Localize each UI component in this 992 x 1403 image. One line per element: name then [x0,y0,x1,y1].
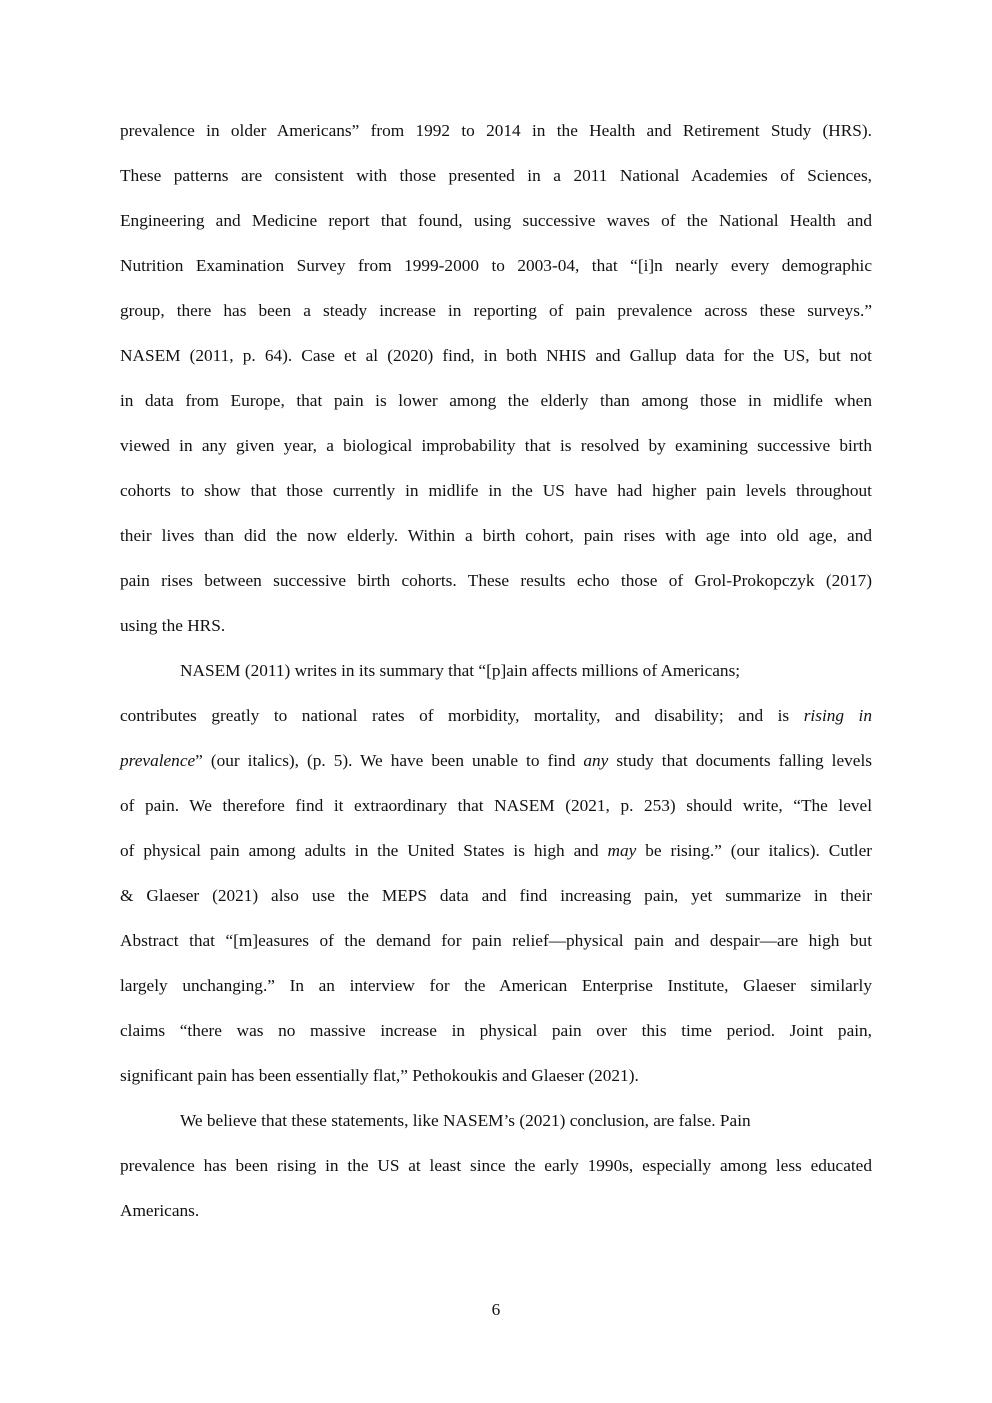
text-segment: claims “there was no massive increase in physical pain over this time period. Joint pain, [120,1021,872,1040]
text-segment: of pain. We therefore find it extraordinary that NASEM (2021, p. 253) should write, “The level [120,796,872,815]
text-segment: group, there has been a steady increase in reporting of pain prevalence across these surveys.” [120,301,872,320]
text-segment: contributes greatly to national rates of morbidity, mortality, and disability; and is [120,706,804,725]
text-segment: Abstract that “[m]easures of the demand for pain relief—physical pain and despair—are high but [120,931,872,950]
text-line [120,963,872,1008]
text-segment: significant pain has been essentially flat,” Pethokoukis and Glaeser (2021). [120,1066,639,1085]
text-segment: using the HRS. [120,616,226,635]
italic-segment: rising in [803,706,872,725]
text-segment: cohorts to show that those currently in midlife in the US have had higher pain levels throughout [120,481,872,500]
text-line [120,783,872,828]
text-line [120,513,872,558]
text-segment: Nutrition Examination Survey from 1999-2000 to 2003-04, that “[i]n nearly every demographic [120,256,872,275]
italic-segment: may [607,841,637,860]
page-number: 6 [491,1300,501,1319]
text-segment: NASEM (2011, p. 64). Case et al (2020) find, in both NHIS and Gallup data for the US, but not [120,346,872,365]
text-line [120,828,872,873]
paragraph [120,648,872,1098]
italic-segment: prevalence [120,751,196,770]
text-line [120,603,872,648]
text-segment: pain rises between successive birth cohorts. These results echo those of Grol-Prokopczyk (2017) [120,571,872,590]
text-line [120,468,872,513]
text-line [120,558,872,603]
text-segment: prevalence in older Americans” from 1992 to 2014 in the Health and Retirement Study (HRS). [120,121,872,140]
text-line [120,918,872,963]
text-line [120,873,872,918]
text-segment: of physical pain among adults in the United States is high and [120,841,608,860]
paragraph [120,108,872,648]
text-line [120,378,872,423]
text-line [120,1143,872,1188]
text-segment: viewed in any given year, a biological improbability that is resolved by examining successive birth [120,436,872,455]
text-line [120,108,872,153]
text-segment: We believe that these statements, like NASEM’s (2021) conclusion, are false. Pain [180,1111,751,1130]
text-segment: Americans. [120,1201,200,1220]
text-line [120,423,872,468]
text-line [120,648,872,693]
text-line [120,738,872,783]
text-line [120,153,872,198]
text-segment: Engineering and Medicine report that found, using successive waves of the National Health and [120,211,872,230]
text-segment: & Glaeser (2021) also use the MEPS data and find increasing pain, yet summarize in their [120,886,872,905]
text-segment: ” (our italics), (p. 5). We have been unable to find [195,751,584,770]
text-line [120,1008,872,1053]
italic-segment: any [583,751,609,770]
text-segment: These patterns are consistent with those presented in a 2011 National Academies of Sciences, [120,166,872,185]
text-line [120,198,872,243]
text-segment: NASEM (2011) writes in its summary that “[p]ain affects millions of Americans; [180,661,741,680]
document-body [120,108,872,1233]
text-line [120,1098,872,1143]
text-line [120,1188,872,1233]
text-segment: prevalence has been rising in the US at least since the early 1990s, especially among less educated [120,1156,872,1175]
text-segment: study that documents falling levels [608,751,872,770]
text-segment: largely unchanging.” In an interview for the American Enterprise Institute, Glaeser similarly [120,976,872,995]
text-line [120,693,872,738]
text-segment: be rising.” (our italics). Cutler [636,841,872,860]
text-line [120,243,872,288]
text-line [120,288,872,333]
text-line [120,333,872,378]
text-segment: in data from Europe, that pain is lower among the elderly than among those in midlife when [120,391,872,410]
text-line [120,1053,872,1098]
text-segment: their lives than did the now elderly. Within a birth cohort, pain rises with age into old age, and [120,526,872,545]
paragraph [120,1098,872,1233]
